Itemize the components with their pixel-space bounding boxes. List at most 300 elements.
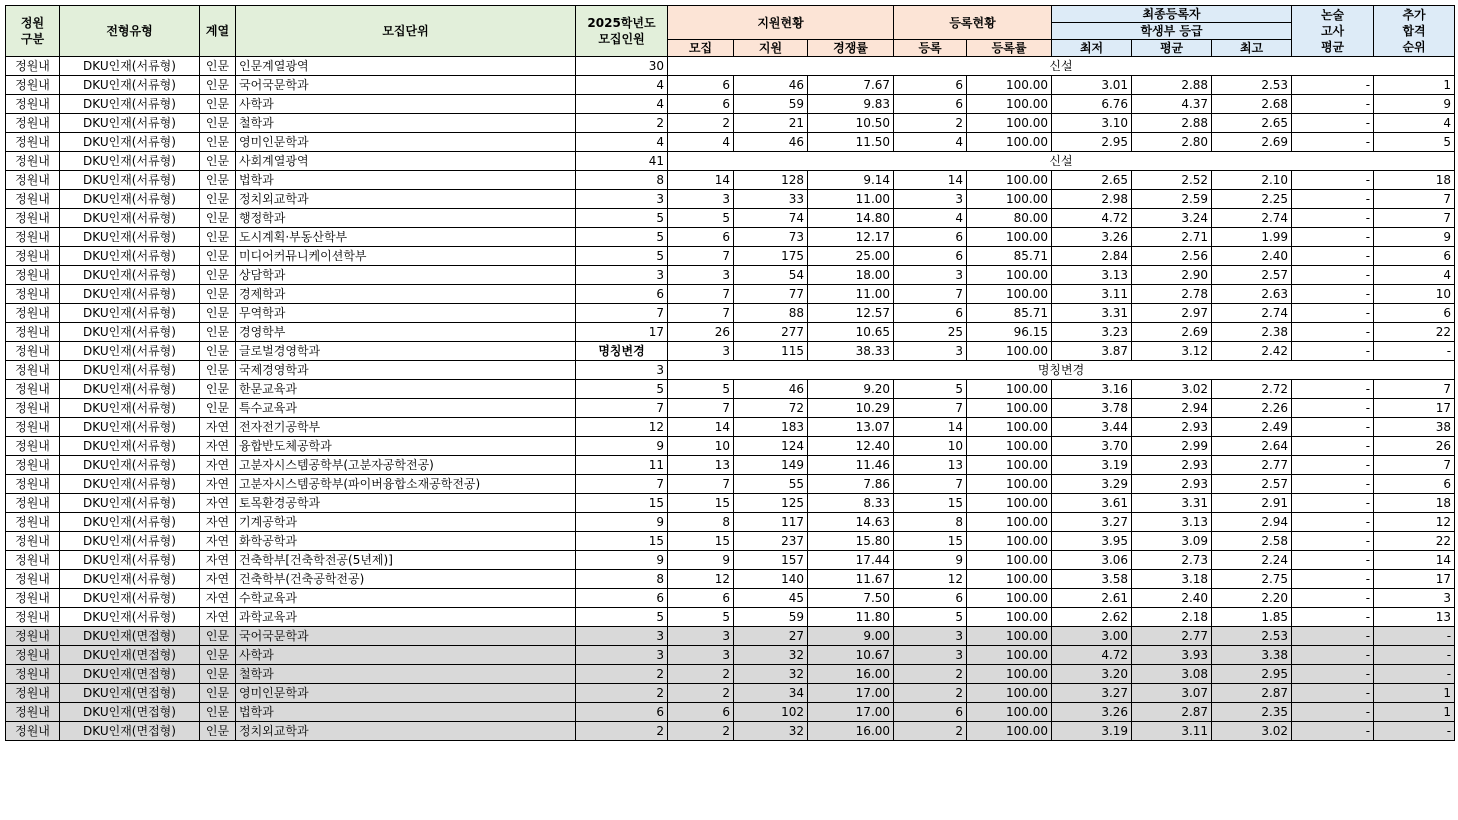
cell-registered: 2 <box>894 114 967 133</box>
cell-grade-min: 3.31 <box>1052 304 1132 323</box>
cell-field: 자연 <box>200 589 236 608</box>
cell-field: 인문 <box>200 247 236 266</box>
table-row <box>6 684 1455 703</box>
cell-group: 정원내 <box>6 190 60 209</box>
cell-quota: 3 <box>576 627 668 646</box>
cell-ratio: 7.50 <box>808 589 894 608</box>
cell-grade-avg: 2.97 <box>1132 304 1212 323</box>
cell-applicants: 125 <box>734 494 808 513</box>
cell-group: 정원내 <box>6 684 60 703</box>
cell-type: DKU인재(서류형) <box>60 152 200 171</box>
cell-type: DKU인재(서류형) <box>60 266 200 285</box>
cell-registered: 2 <box>894 722 967 741</box>
cell-grade-min: 3.23 <box>1052 323 1132 342</box>
admission-results-table <box>5 5 1455 741</box>
cell-ratio: 11.46 <box>808 456 894 475</box>
cell-grade-max: 2.69 <box>1212 133 1292 152</box>
cell-quota: 8 <box>576 570 668 589</box>
cell-extra: 1 <box>1374 703 1455 722</box>
cell-applicants: 32 <box>734 722 808 741</box>
cell-grade-min: 3.27 <box>1052 684 1132 703</box>
cell-quota: 9 <box>576 513 668 532</box>
cell-type: DKU인재(서류형) <box>60 57 200 76</box>
cell-field: 인문 <box>200 190 236 209</box>
cell-grade-max: 2.68 <box>1212 95 1292 114</box>
cell-grade-min: 4.72 <box>1052 646 1132 665</box>
cell-recruit: 7 <box>668 475 734 494</box>
cell-grade-avg: 2.87 <box>1132 703 1212 722</box>
cell-group: 정원내 <box>6 114 60 133</box>
cell-ratio: 9.83 <box>808 95 894 114</box>
cell-recruit: 5 <box>668 608 734 627</box>
cell-grade-avg: 3.08 <box>1132 665 1212 684</box>
cell-recruit: 26 <box>668 323 734 342</box>
table-row <box>6 171 1455 190</box>
cell-grade-min: 3.26 <box>1052 703 1132 722</box>
cell-grade-min: 3.19 <box>1052 722 1132 741</box>
cell-reg-rate: 100.00 <box>967 608 1052 627</box>
cell-grade-max: 2.49 <box>1212 418 1292 437</box>
cell-recruit: 14 <box>668 171 734 190</box>
cell-extra: 18 <box>1374 171 1455 190</box>
cell-grade-avg: 2.56 <box>1132 247 1212 266</box>
header-reg-rate: 등록률 <box>967 40 1052 57</box>
cell-ratio: 17.44 <box>808 551 894 570</box>
table-row <box>6 608 1455 627</box>
table-row <box>6 342 1455 361</box>
cell-applicants: 27 <box>734 627 808 646</box>
cell-grade-avg: 3.09 <box>1132 532 1212 551</box>
table-row <box>6 152 1455 171</box>
table-row <box>6 190 1455 209</box>
cell-applicants: 46 <box>734 76 808 95</box>
cell-field: 인문 <box>200 722 236 741</box>
cell-type: DKU인재(서류형) <box>60 608 200 627</box>
cell-applicants: 124 <box>734 437 808 456</box>
cell-registered: 15 <box>894 494 967 513</box>
cell-extra: 1 <box>1374 684 1455 703</box>
table-row <box>6 266 1455 285</box>
cell-applicants: 34 <box>734 684 808 703</box>
cell-grade-min: 3.78 <box>1052 399 1132 418</box>
table-row <box>6 418 1455 437</box>
cell-field: 자연 <box>200 513 236 532</box>
header-quota <box>576 6 668 57</box>
cell-type: DKU인재(서류형) <box>60 589 200 608</box>
cell-registered: 3 <box>894 190 967 209</box>
cell-recruit: 5 <box>668 209 734 228</box>
cell-grade-min: 3.16 <box>1052 380 1132 399</box>
cell-group: 정원내 <box>6 532 60 551</box>
cell-recruit: 3 <box>668 190 734 209</box>
cell-group: 정원내 <box>6 285 60 304</box>
cell-applicants: 140 <box>734 570 808 589</box>
cell-group: 정원내 <box>6 342 60 361</box>
cell-ratio: 10.65 <box>808 323 894 342</box>
cell-type: DKU인재(서류형) <box>60 95 200 114</box>
cell-grade-min: 2.61 <box>1052 589 1132 608</box>
cell-quota: 4 <box>576 76 668 95</box>
cell-quota: 17 <box>576 323 668 342</box>
cell-grade-max: 2.63 <box>1212 285 1292 304</box>
table-row <box>6 114 1455 133</box>
cell-essay: - <box>1292 399 1374 418</box>
cell-registered: 6 <box>894 589 967 608</box>
cell-type: DKU인재(서류형) <box>60 513 200 532</box>
cell-ratio: 11.67 <box>808 570 894 589</box>
cell-essay: - <box>1292 95 1374 114</box>
cell-recruit: 4 <box>668 133 734 152</box>
cell-grade-max: 2.64 <box>1212 437 1292 456</box>
cell-registered: 25 <box>894 323 967 342</box>
cell-reg-rate: 100.00 <box>967 551 1052 570</box>
cell-recruit: 12 <box>668 570 734 589</box>
cell-registered: 12 <box>894 570 967 589</box>
cell-ratio: 25.00 <box>808 247 894 266</box>
cell-reg-rate: 100.00 <box>967 475 1052 494</box>
cell-group: 정원내 <box>6 646 60 665</box>
cell-applicants: 59 <box>734 95 808 114</box>
table-row <box>6 57 1455 76</box>
cell-grade-avg: 2.40 <box>1132 589 1212 608</box>
cell-applicants: 59 <box>734 608 808 627</box>
cell-grade-min: 2.98 <box>1052 190 1132 209</box>
cell-field: 인문 <box>200 646 236 665</box>
cell-essay: - <box>1292 190 1374 209</box>
cell-recruit: 2 <box>668 114 734 133</box>
cell-group: 정원내 <box>6 608 60 627</box>
cell-extra: - <box>1374 646 1455 665</box>
cell-grade-avg: 2.69 <box>1132 323 1212 342</box>
cell-ratio: 7.67 <box>808 76 894 95</box>
cell-ratio: 12.40 <box>808 437 894 456</box>
cell-grade-max: 2.74 <box>1212 209 1292 228</box>
cell-quota: 15 <box>576 532 668 551</box>
cell-quota: 6 <box>576 285 668 304</box>
cell-registered: 6 <box>894 76 967 95</box>
cell-field: 인문 <box>200 399 236 418</box>
header-reg: 등록현황 <box>894 6 1052 40</box>
cell-grade-max: 2.38 <box>1212 323 1292 342</box>
cell-ratio: 9.14 <box>808 171 894 190</box>
table-row <box>6 513 1455 532</box>
header-final: 최종등록자 <box>1052 6 1292 23</box>
header-quota-label: 2025학년도 모집인원 <box>587 16 656 46</box>
cell-registered: 6 <box>894 228 967 247</box>
cell-recruit: 14 <box>668 418 734 437</box>
cell-grade-avg: 2.77 <box>1132 627 1212 646</box>
cell-quota: 2 <box>576 665 668 684</box>
cell-applicants: 77 <box>734 285 808 304</box>
cell-grade-min: 3.13 <box>1052 266 1132 285</box>
cell-status-note: 신설 <box>668 57 1455 76</box>
cell-unit: 글로벌경영학과 <box>236 342 576 361</box>
cell-quota: 7 <box>576 304 668 323</box>
table-row <box>6 247 1455 266</box>
cell-reg-rate: 100.00 <box>967 399 1052 418</box>
cell-ratio: 14.80 <box>808 209 894 228</box>
cell-unit: 한문교육과 <box>236 380 576 399</box>
cell-recruit: 3 <box>668 342 734 361</box>
cell-quota: 12 <box>576 418 668 437</box>
cell-recruit: 6 <box>668 76 734 95</box>
cell-registered: 4 <box>894 209 967 228</box>
cell-grade-max: 2.57 <box>1212 266 1292 285</box>
cell-status-note: 명칭변경 <box>668 361 1455 380</box>
cell-applicants: 277 <box>734 323 808 342</box>
cell-type: DKU인재(서류형) <box>60 285 200 304</box>
cell-unit: 무역학과 <box>236 304 576 323</box>
cell-ratio: 16.00 <box>808 722 894 741</box>
header-group <box>6 6 60 57</box>
cell-reg-rate: 100.00 <box>967 684 1052 703</box>
cell-registered: 14 <box>894 171 967 190</box>
cell-applicants: 128 <box>734 171 808 190</box>
cell-reg-rate: 100.00 <box>967 456 1052 475</box>
cell-extra: 26 <box>1374 437 1455 456</box>
cell-ratio: 16.00 <box>808 665 894 684</box>
cell-essay: - <box>1292 133 1374 152</box>
cell-field: 자연 <box>200 570 236 589</box>
cell-essay: - <box>1292 285 1374 304</box>
cell-type: DKU인재(서류형) <box>60 380 200 399</box>
cell-group: 정원내 <box>6 171 60 190</box>
cell-reg-rate: 100.00 <box>967 532 1052 551</box>
cell-field: 자연 <box>200 475 236 494</box>
cell-grade-max: 2.35 <box>1212 703 1292 722</box>
cell-group: 정원내 <box>6 399 60 418</box>
cell-field: 인문 <box>200 285 236 304</box>
cell-type: DKU인재(서류형) <box>60 456 200 475</box>
cell-quota: 3 <box>576 266 668 285</box>
cell-essay: - <box>1292 589 1374 608</box>
cell-registered: 6 <box>894 247 967 266</box>
cell-group: 정원내 <box>6 247 60 266</box>
cell-grade-min: 3.20 <box>1052 665 1132 684</box>
cell-reg-rate: 100.00 <box>967 627 1052 646</box>
cell-quota: 2 <box>576 114 668 133</box>
cell-grade-avg: 4.37 <box>1132 95 1212 114</box>
cell-group: 정원내 <box>6 570 60 589</box>
cell-grade-min: 3.01 <box>1052 76 1132 95</box>
cell-extra: 9 <box>1374 228 1455 247</box>
cell-grade-avg: 2.52 <box>1132 171 1212 190</box>
cell-essay: - <box>1292 323 1374 342</box>
cell-unit: 정치외교학과 <box>236 190 576 209</box>
cell-grade-max: 2.10 <box>1212 171 1292 190</box>
cell-grade-avg: 3.13 <box>1132 513 1212 532</box>
cell-reg-rate: 100.00 <box>967 342 1052 361</box>
cell-unit: 수학교육과 <box>236 589 576 608</box>
cell-unit: 경제학과 <box>236 285 576 304</box>
cell-grade-avg: 3.07 <box>1132 684 1212 703</box>
cell-grade-avg: 2.88 <box>1132 76 1212 95</box>
header-extra-label: 추가 합격 순위 <box>1402 8 1426 54</box>
cell-essay: - <box>1292 418 1374 437</box>
cell-registered: 4 <box>894 133 967 152</box>
cell-field: 인문 <box>200 209 236 228</box>
cell-registered: 7 <box>894 399 967 418</box>
cell-grade-max: 2.77 <box>1212 456 1292 475</box>
cell-unit: 사학과 <box>236 646 576 665</box>
cell-quota: 5 <box>576 247 668 266</box>
cell-type: DKU인재(서류형) <box>60 551 200 570</box>
cell-unit: 미디어커뮤니케이션학부 <box>236 247 576 266</box>
cell-grade-avg: 3.24 <box>1132 209 1212 228</box>
cell-essay: - <box>1292 228 1374 247</box>
cell-essay: - <box>1292 114 1374 133</box>
header-final-grade: 학생부 등급 <box>1052 23 1292 40</box>
cell-grade-max: 2.53 <box>1212 627 1292 646</box>
cell-group: 정원내 <box>6 266 60 285</box>
table-row <box>6 228 1455 247</box>
cell-reg-rate: 100.00 <box>967 285 1052 304</box>
cell-extra: 17 <box>1374 570 1455 589</box>
cell-unit: 건축학부(건축공학전공) <box>236 570 576 589</box>
cell-unit: 행정학과 <box>236 209 576 228</box>
cell-applicants: 46 <box>734 380 808 399</box>
cell-ratio: 13.07 <box>808 418 894 437</box>
cell-unit: 법학과 <box>236 171 576 190</box>
cell-essay: - <box>1292 209 1374 228</box>
cell-grade-min: 3.11 <box>1052 285 1132 304</box>
table-row <box>6 665 1455 684</box>
table-row <box>6 361 1455 380</box>
cell-grade-avg: 2.59 <box>1132 190 1212 209</box>
cell-group: 정원내 <box>6 152 60 171</box>
cell-extra: - <box>1374 627 1455 646</box>
cell-field: 인문 <box>200 114 236 133</box>
header-apply-count: 지원 <box>734 40 808 57</box>
cell-grade-max: 3.38 <box>1212 646 1292 665</box>
cell-unit: 도시계획·부동산학부 <box>236 228 576 247</box>
cell-essay: - <box>1292 247 1374 266</box>
cell-grade-min: 3.70 <box>1052 437 1132 456</box>
cell-grade-max: 2.91 <box>1212 494 1292 513</box>
cell-field: 인문 <box>200 95 236 114</box>
cell-field: 인문 <box>200 266 236 285</box>
cell-recruit: 10 <box>668 437 734 456</box>
cell-type: DKU인재(서류형) <box>60 190 200 209</box>
cell-registered: 13 <box>894 456 967 475</box>
table-row <box>6 589 1455 608</box>
cell-group: 정원내 <box>6 665 60 684</box>
cell-field: 인문 <box>200 152 236 171</box>
cell-quota: 5 <box>576 228 668 247</box>
cell-quota: 9 <box>576 437 668 456</box>
cell-grade-max: 2.40 <box>1212 247 1292 266</box>
cell-applicants: 73 <box>734 228 808 247</box>
cell-grade-min: 6.76 <box>1052 95 1132 114</box>
cell-ratio: 15.80 <box>808 532 894 551</box>
cell-unit: 영미인문학과 <box>236 133 576 152</box>
cell-recruit: 6 <box>668 589 734 608</box>
cell-field: 인문 <box>200 323 236 342</box>
cell-applicants: 115 <box>734 342 808 361</box>
cell-registered: 5 <box>894 380 967 399</box>
cell-registered: 6 <box>894 703 967 722</box>
cell-extra: 10 <box>1374 285 1455 304</box>
cell-field: 인문 <box>200 684 236 703</box>
cell-type: DKU인재(면접형) <box>60 703 200 722</box>
cell-essay: - <box>1292 380 1374 399</box>
cell-grade-max: 2.74 <box>1212 304 1292 323</box>
cell-grade-avg: 2.78 <box>1132 285 1212 304</box>
cell-unit: 과학교육과 <box>236 608 576 627</box>
cell-group: 정원내 <box>6 475 60 494</box>
header-grade-min: 최저 <box>1052 40 1132 57</box>
cell-unit: 경영학부 <box>236 323 576 342</box>
cell-grade-max: 3.02 <box>1212 722 1292 741</box>
cell-extra: 7 <box>1374 380 1455 399</box>
cell-type: DKU인재(서류형) <box>60 570 200 589</box>
cell-quota: 6 <box>576 703 668 722</box>
cell-quota: 2 <box>576 684 668 703</box>
cell-quota: 5 <box>576 608 668 627</box>
cell-applicants: 21 <box>734 114 808 133</box>
cell-applicants: 72 <box>734 399 808 418</box>
header-apply: 지원현황 <box>668 6 894 40</box>
cell-quota: 11 <box>576 456 668 475</box>
cell-unit: 고분자시스템공학부(파이버융합소재공학전공) <box>236 475 576 494</box>
cell-grade-max: 1.99 <box>1212 228 1292 247</box>
cell-applicants: 149 <box>734 456 808 475</box>
cell-extra: 7 <box>1374 190 1455 209</box>
table-row <box>6 95 1455 114</box>
cell-ratio: 17.00 <box>808 684 894 703</box>
cell-group: 정원내 <box>6 703 60 722</box>
table-row <box>6 304 1455 323</box>
cell-recruit: 2 <box>668 665 734 684</box>
cell-applicants: 54 <box>734 266 808 285</box>
cell-grade-max: 2.57 <box>1212 475 1292 494</box>
cell-type: DKU인재(면접형) <box>60 665 200 684</box>
cell-field: 인문 <box>200 304 236 323</box>
cell-quota: 7 <box>576 475 668 494</box>
cell-group: 정원내 <box>6 551 60 570</box>
cell-registered: 3 <box>894 342 967 361</box>
cell-recruit: 8 <box>668 513 734 532</box>
cell-quota-note: 명칭변경 <box>576 342 668 361</box>
cell-ratio: 11.80 <box>808 608 894 627</box>
cell-essay: - <box>1292 684 1374 703</box>
cell-grade-avg: 2.93 <box>1132 418 1212 437</box>
cell-type: DKU인재(서류형) <box>60 228 200 247</box>
cell-field: 인문 <box>200 228 236 247</box>
cell-recruit: 7 <box>668 304 734 323</box>
cell-reg-rate: 100.00 <box>967 190 1052 209</box>
cell-grade-min: 3.00 <box>1052 627 1132 646</box>
cell-applicants: 175 <box>734 247 808 266</box>
cell-registered: 3 <box>894 646 967 665</box>
header-reg-count: 등록 <box>894 40 967 57</box>
cell-field: 자연 <box>200 456 236 475</box>
cell-extra: 38 <box>1374 418 1455 437</box>
cell-unit: 영미인문학과 <box>236 684 576 703</box>
cell-type: DKU인재(서류형) <box>60 114 200 133</box>
table-row <box>6 323 1455 342</box>
table-row <box>6 570 1455 589</box>
cell-grade-min: 3.87 <box>1052 342 1132 361</box>
cell-group: 정원내 <box>6 76 60 95</box>
cell-type: DKU인재(서류형) <box>60 76 200 95</box>
cell-grade-avg: 3.12 <box>1132 342 1212 361</box>
cell-group: 정원내 <box>6 456 60 475</box>
cell-unit: 사학과 <box>236 95 576 114</box>
header-grade-max: 최고 <box>1212 40 1292 57</box>
cell-quota: 4 <box>576 95 668 114</box>
cell-field: 자연 <box>200 608 236 627</box>
